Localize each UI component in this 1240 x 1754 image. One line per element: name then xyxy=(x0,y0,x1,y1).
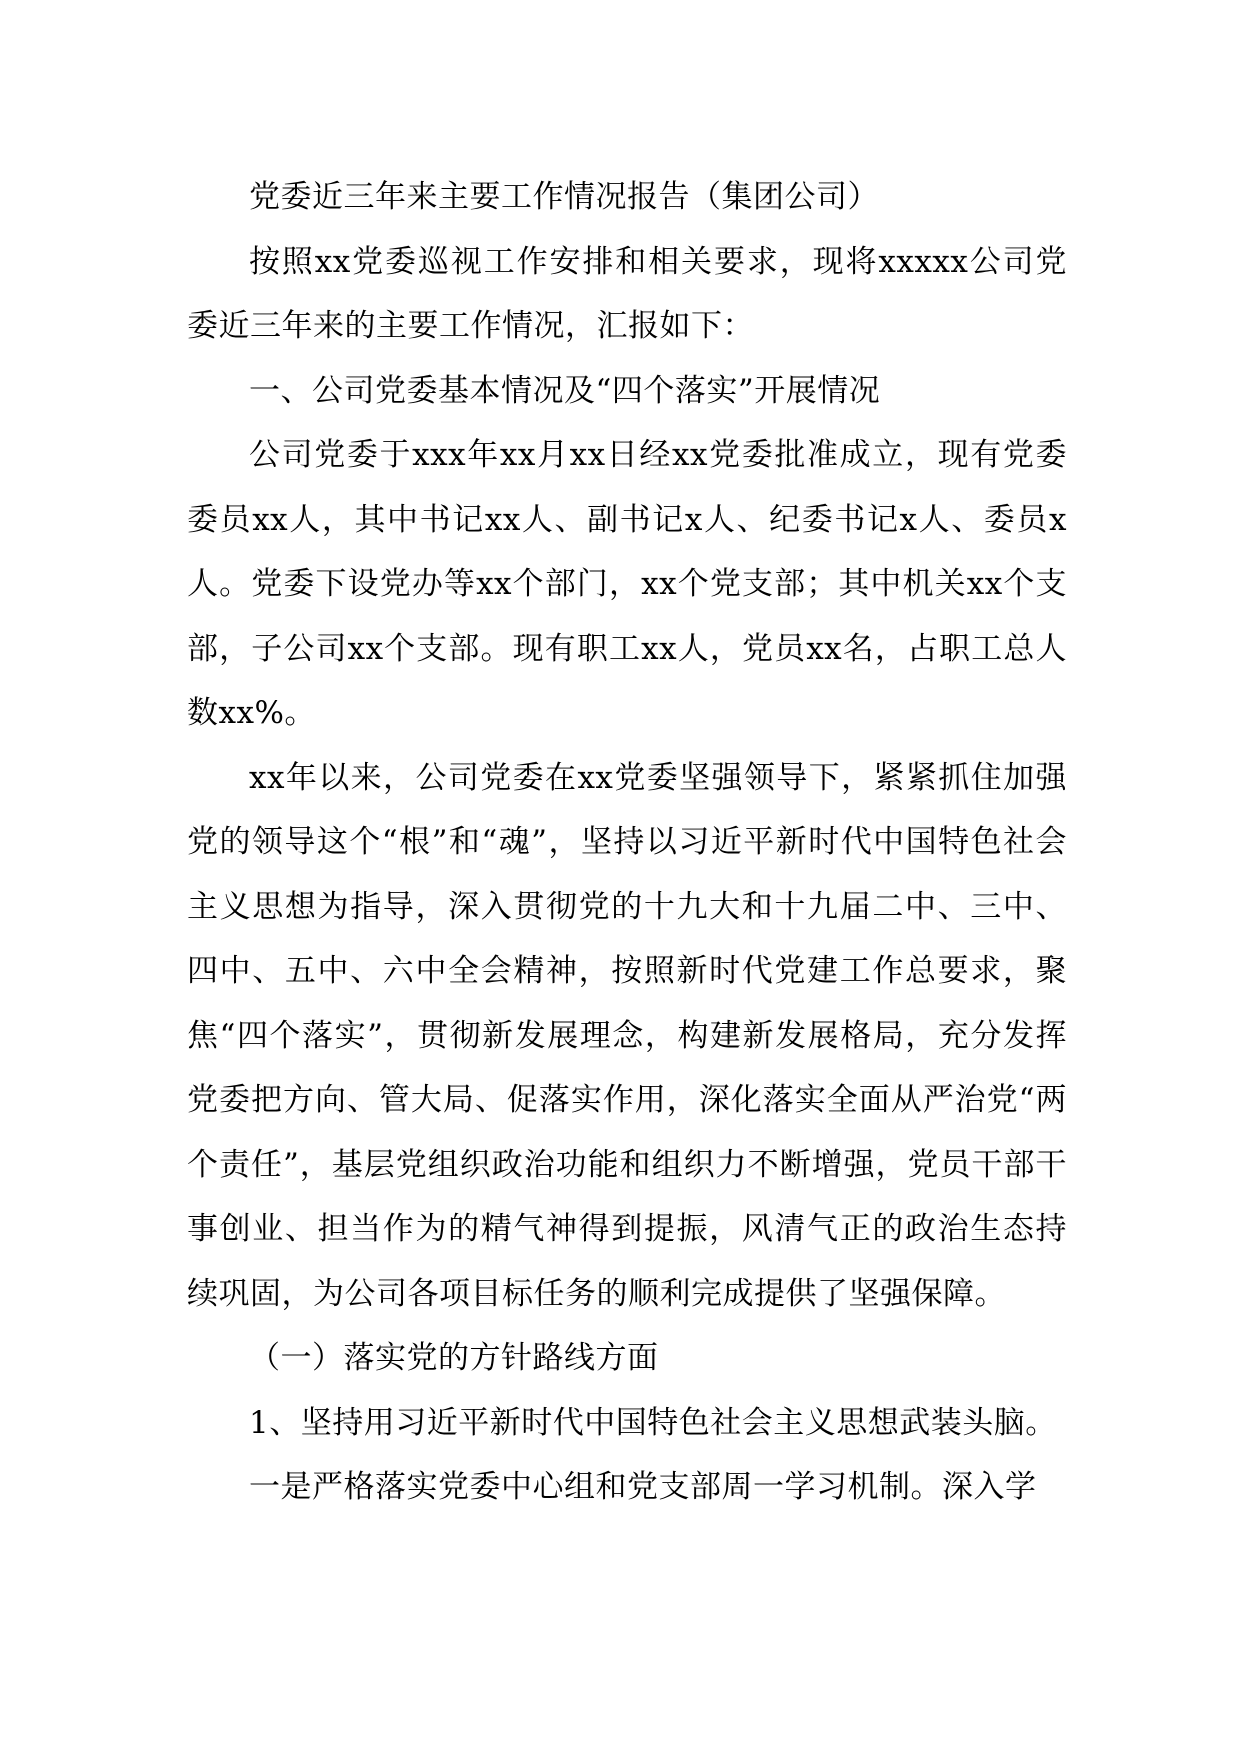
item-heading: 1、坚持用习近平新时代中国特色社会主义思想武装头脑。 xyxy=(249,1404,1057,1441)
body-paragraph: 一是严格落实党委中心组和党支部周一学习机制。深入学 xyxy=(249,1469,1037,1505)
section-heading: 一、公司党委基本情况及“四个落实”开展情况 xyxy=(249,372,881,409)
document-title: 党委近三年来主要工作情况报告（集团公司） xyxy=(249,179,879,215)
document-body xyxy=(187,165,1067,1520)
body-paragraph: 公司党委于xxx年xx月xx日经xx党委批准成立，现有党委委员xx人，其中书记xx人、副书记x人、纪委书记x人、委员x人。党委下设党办等xx个部门，xx个党支部；其中机关xx个支部，子公司xx个支部。现有职工xx人，党员xx名，占职工总人数xx%。 xyxy=(187,437,1067,731)
intro-paragraph: 按照xx党委巡视工作安排和相关要求，现将xxxxx公司党委近三年来的主要工作情况，汇报如下： xyxy=(187,243,1067,344)
body-paragraph: xx年以来，公司党委在xx党委坚强领导下，紧紧抓住加强党的领导这个“根”和“魂”，坚持以习近平新时代中国特色社会主义思想为指导，深入贯彻党的十九大和十九届二中、三中、四中、五中、六中全会精神，按照新时代党建工作总要求，聚焦“四个落实”，贯彻新发展理念，构建新发展格局，充分发挥党委把方向、管大局、促落实作用，深化落实全面从严治党“两个责任”，基层党组织政治功能和组织力不断增强，党员干部干事创业、担当作为的精气神得到提振，风清气正的政治生态持续巩固，为公司各项目标任务的顺利完成提供了坚强保障。 xyxy=(187,759,1067,1312)
subsection-heading: （一）落实党的方针路线方面 xyxy=(249,1340,659,1376)
